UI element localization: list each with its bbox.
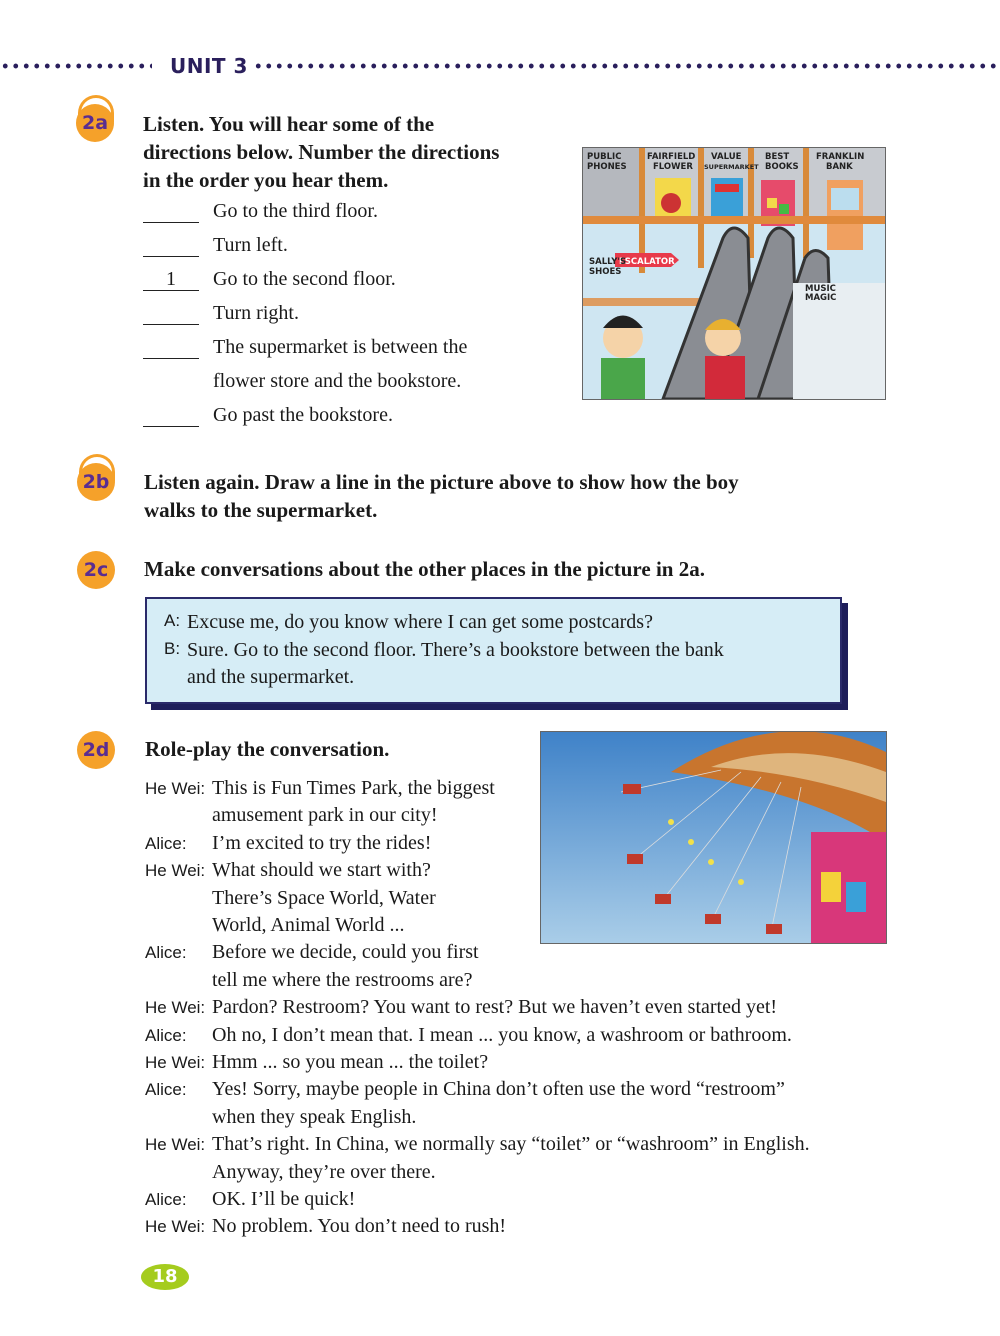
sample-conversation-box <box>145 597 842 704</box>
dialogue-speaker: He Wei: <box>145 1217 206 1237</box>
dialogue-line: OK. I’ll be quick! <box>212 1188 356 1210</box>
direction-item <box>143 370 461 398</box>
sign-franklin: FRANKLIN <box>816 152 865 162</box>
conversation-line: Excuse me, do you know where I can get some postcards? <box>187 611 653 633</box>
sign-sallys: SALLY'S <box>589 257 627 267</box>
sign-supermarket: SUPERMARKET <box>704 163 759 171</box>
dialogue-line: amusement park in our city! <box>212 804 438 827</box>
dialogue-speaker: Alice: <box>145 1190 187 1209</box>
instruction-2a <box>143 110 499 194</box>
direction-item <box>143 234 288 262</box>
sign-value: VALUE <box>711 152 742 162</box>
sign-fairfield: FAIRFIELD <box>647 152 696 162</box>
dialogue-line: when they speak English. <box>212 1105 417 1128</box>
sign-bank: BANK <box>826 162 853 172</box>
dialogue-line: World, Animal World ... <box>212 914 405 936</box>
shopping-mall-illustration <box>582 147 886 400</box>
headphones-badge-2b: 2b <box>77 463 115 501</box>
dialogue-line: Oh no, I don’t mean that. I mean ... you know, a washroom or bathroom. <box>212 1023 792 1046</box>
headphones-badge-2a: 2a <box>76 104 114 142</box>
sign-magic: MAGIC <box>805 293 837 303</box>
dialogue-line: I’m excited to try the rides! <box>212 831 432 854</box>
dialogue-speaker: He Wei: <box>145 861 206 881</box>
answer-blank[interactable] <box>143 404 199 427</box>
instruction-line: walks to the supermarket. <box>144 498 378 522</box>
conversation-speaker: B: <box>164 638 181 658</box>
sign-public: PUBLIC <box>587 152 622 162</box>
direction-text: flower store and the bookstore. <box>213 370 462 392</box>
dialogue-line: No problem. You don’t need to rush! <box>212 1215 507 1238</box>
dialogue-speaker: He Wei: <box>145 1053 206 1072</box>
badge-2c: 2c <box>77 551 115 589</box>
dialogue-line: That’s right. In China, we normally say “toilet” or “washroom” in English. <box>212 1133 810 1156</box>
badge-2d: 2d <box>77 731 115 769</box>
dialogue-line: Pardon? Restroom? You want to rest? But we haven’t even started yet! <box>212 996 778 1019</box>
dialogue-line: This is Fun Times Park, the biggest <box>212 777 495 799</box>
dialogue-speaker: He Wei: <box>145 1135 206 1155</box>
dialogue-speaker: Alice: <box>145 1025 187 1045</box>
header-dots-right <box>253 62 1000 70</box>
direction-item <box>143 200 378 228</box>
dialogue-line: Yes! Sorry, maybe people in China don’t often use the word “restroom” <box>212 1078 785 1101</box>
amusement-park-photo <box>540 731 887 944</box>
direction-text: Go to the third floor. <box>213 200 378 222</box>
unit-title: UNIT 3 <box>170 54 248 78</box>
dialogue-speaker: He Wei: <box>145 779 206 798</box>
answer-blank[interactable]: 1 <box>143 268 199 291</box>
sign-escalator: ESCALATOR <box>619 257 675 267</box>
instruction-line: in the order you hear them. <box>143 168 389 192</box>
answer-blank[interactable] <box>143 234 199 257</box>
conversation-speaker: A: <box>164 611 181 630</box>
dialogue-line: Anyway, they’re over there. <box>212 1160 436 1183</box>
direction-item <box>143 404 393 432</box>
direction-item <box>143 268 396 296</box>
conversation-line: and the supermarket. <box>187 666 355 688</box>
page-number: 18 <box>141 1264 189 1290</box>
dialogue-line: What should we start with? <box>212 859 431 882</box>
direction-text: Turn left. <box>213 234 288 256</box>
sign-books: BOOKS <box>765 162 799 172</box>
direction-text: The supermarket is between the <box>213 336 468 358</box>
instruction-2c: Make conversations about the other places in the picture in 2a. <box>144 557 705 581</box>
dialogue-speaker: Alice: <box>145 833 187 853</box>
instruction-line: directions below. Number the directions <box>143 140 500 164</box>
sign-shoes: SHOES <box>589 267 622 277</box>
direction-item <box>143 336 467 364</box>
instruction-2d: Role-play the conversation. <box>145 737 390 761</box>
direction-text: Go past the bookstore. <box>213 404 393 426</box>
sign-music: MUSIC <box>805 284 836 294</box>
dialogue-line: Hmm ... so you mean ... the toilet? <box>212 1051 489 1073</box>
direction-text: Go to the second floor. <box>213 268 396 290</box>
instruction-line: Listen again. Draw a line in the picture above to show how the boy <box>144 470 739 494</box>
header-dots-left <box>0 62 152 70</box>
sign-best: BEST <box>765 152 790 162</box>
direction-text: Turn right. <box>213 302 299 324</box>
dialogue-speaker: Alice: <box>145 943 187 963</box>
instruction-line: Listen. You will hear some of the <box>143 112 435 136</box>
answer-blank[interactable] <box>143 336 199 359</box>
sign-phones: PHONES <box>587 162 627 172</box>
answer-blank[interactable] <box>143 302 199 325</box>
dialogue-line: There’s Space World, Water <box>212 886 436 909</box>
dialogue-line: Before we decide, could you first <box>212 941 479 964</box>
instruction-2b <box>144 468 739 524</box>
conversation-line: Sure. Go to the second floor. There’s a bookstore between the bank <box>187 638 724 661</box>
answer-blank[interactable] <box>143 200 199 223</box>
dialogue-line: tell me where the restrooms are? <box>212 968 473 991</box>
dialogue-speaker: Alice: <box>145 1080 187 1100</box>
sign-flower: FLOWER <box>653 162 693 172</box>
direction-item <box>143 302 299 330</box>
dialogue-speaker: He Wei: <box>145 998 206 1018</box>
